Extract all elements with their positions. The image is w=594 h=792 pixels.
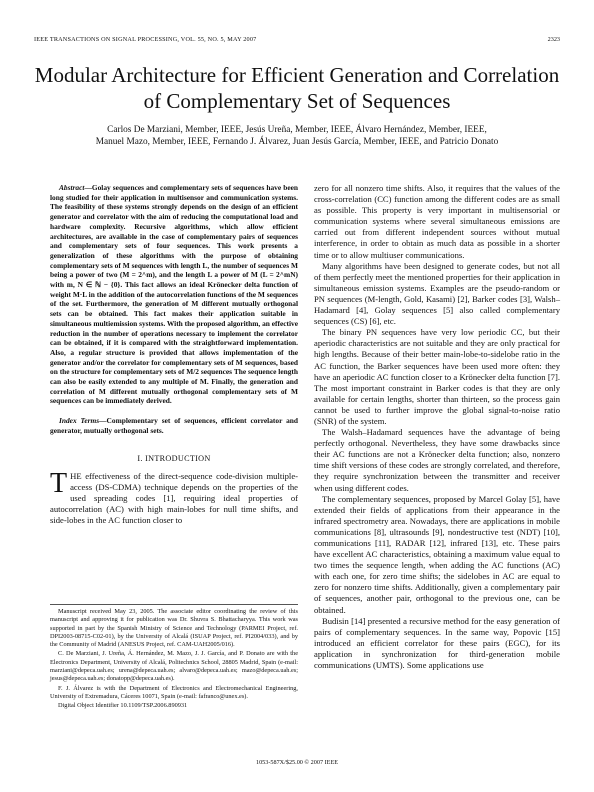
footnote-affiliation: C. De Marziani, J. Ureña, Á. Hernández, M. Mazo, J. J. García, and P. Donato are with the Electronics Department, University of Alcalá, Politechnics School, 28805 Madrid, Spain (e-mail: marziani@depeca.uah.es; urena@depeca.uah.es; alvaro@depeca.uah.es; mazo@depeca.uah.es; jesus@depeca.uah.es; donatopp@depeca.uah.es).: [50, 650, 298, 683]
footnote-affiliation-2: F. J. Álvarez is with the Department of Electronics and Electromechanical Engineering, University of Extremadura, Cáceres 10071, Spain (e-mail: fafranco@unex.es).: [50, 684, 298, 700]
author-line-1: Carlos De Marziani, Member, IEEE, Jesús Ureña, Member, IEEE, Álvaro Hernández, Member, IEEE,: [107, 125, 487, 135]
footnote-manuscript: Manuscript received May 23, 2005. The associate editor coordinating the review of this manuscript and approving it for publication was Dr. Shuvra S. Bhattacharyya. This work was supported in part by the Spanish Ministry of Science and Technology (PARMEI Project, ref. DPI2003-08715-C02-01), by the University of Alcalá (ISUAP Project, ref. PI2004/033), and by the Community of Madrid (ANESUS Project, ref. CAM-UAH2005/016).: [50, 608, 298, 649]
paper-title: Modular Architecture for Efficient Generation and Correlation of Complementary Set of Sequences: [34, 63, 560, 113]
abstract-text: —Golay sequences and complementary sets of sequences have been long studied for their application in multisensor and communication systems. The feasibility of these systems strongly depends on the design of an efficient generator and correlator with the aim of reducing the computational load and hardware complexity. Recursive algorithms, which allow efficient architectures, are available in the case of complementary pairs of sequences and complementary sets of four sequences. This work presents a generalization of these algorithms with the purpose of obtaining complementary sets of M sequences with length L, the number of sequences M being a power of two (M = 2^m), and the length L a power of M (L = 2^mN) with m, N ∈ ℕ − {0}. This fact allows an ideal Krönecker delta function of weight M·L in the addition of the autocorrelation functions of the M sequences of the set. Furthermore, the generation of M different mutually orthogonal sets can be obtained. This fact makes their application suitable in simultaneous multiemission systems. With the proposed algorithm, an effective reduction in the number of operations necessary to implement the correlator can be obtained, if it is compared with the straightforward implementation. Also, a regular structure is provided that allows implementation of the generator and/or the correlator for complementary sets of M sequences, based on the structure for complementary sets of M/2 sequences The sequence length can also be easily extended to any multiple of M. Finally, the generation and correlation of M different mutually orthogonal complementary sets of M sequences can be immediately derived.: [50, 183, 298, 406]
body-paragraph-5: The complementary sequences, proposed by Marcel Golay [5], have extended their fields of applications from their appearance in the infrared spectrometry area. Nowadays, there are applications in mobile communications [8], ultrasounds [9], nondestructive test (NDT) [10], communications [11], RADAR [12], infrared [13], etc. These pairs have excellent AC characteristics, obtaining a maximum value equal to two times the sequence length, when adding the AC functions (AC) with each one, for zero time shifts; the sidelobes in AC are equal to zero for nonzero time shifts. Additionally, given a complementary pair of sequences, another pair, orthogonal to the previous one, can be obtained.: [314, 493, 560, 615]
footnotes: [50, 604, 298, 711]
right-column: [314, 183, 560, 671]
abstract: [50, 183, 298, 406]
author-line-2: Manuel Mazo, Member, IEEE, Fernando J. Álvarez, Juan Jesús García, Member, IEEE, and Patricio Donato: [95, 137, 499, 147]
doi-identifier: Digital Object Identifier 10.1109/TSP.2006.890931: [58, 702, 188, 710]
body-paragraph-3: The binary PN sequences have very low periodic CC, but their aperiodic characteristics are not suitable and they are only practical for high lengths. Because of their better main-lobe-to-sidelobe ratio in the AC function, the Barker sequences have been used more often: they have an aperiodic AC function closer to a Krönecker delta function [7]. The most important constraint in Barker codes is that they are only available for certain lengths, shorter than thirteen, so the process gain cannot be used to further improve the global signal-to-noise ratio (SNR) of the system.: [314, 327, 560, 426]
index-terms-text: —Complementary set of sequences, efficient correlator and generator, mutually orthogonal sets.: [50, 416, 298, 435]
left-column: [50, 183, 298, 526]
body-paragraph-6: Budisin [14] presented a recursive method for the easy generation of pairs of complementary sequences. In the same way, Popovic [15] introduced an efficient correlator for these pairs (EGC), for its application in synchronization for third-generation mobile communications (UMTS). Some applications use: [314, 615, 560, 671]
abstract-lead: Abstract: [59, 183, 85, 192]
body-paragraph-2: Many algorithms have been designed to generate codes, but not all of them perfectly meet the mentioned properties for their application in simultaneous emission systems. Examples are the pseudo-random or PN sequences (M-length, Gold, Kasami) [2], Barker codes [3], Walsh–Hadamard [4], Golay sequences [5] also called complementary sequences (CS) [6], etc.: [314, 260, 560, 327]
intro-paragraph: [50, 467, 298, 526]
page-number: 2323: [547, 36, 560, 43]
copyright-code: 1053-587X/$25.00 © 2007 IEEE: [255, 759, 339, 766]
author-list: [30, 124, 564, 148]
body-paragraph-4: The Walsh–Hadamard sequences have the advantage of being perfectly orthogonal. Nevertheless, they have some drawbacks since their AC functions are not a Krönecker delta function; also, nonzero time shift versions of these codes are strongly correlated, and therefore, they require synchronization between the transmitter and receiver when using different codes.: [314, 427, 560, 493]
drop-cap: T: [50, 467, 68, 499]
index-terms-lead: Index Terms: [59, 416, 100, 426]
body-paragraph-1: zero for all nonzero time shifts. Also, it requires that the values of the cross-correlation (CC) function among the different codes are as small as possible. This property is very important in multisensorial or communication systems where several simultaneous emissions are carried out from different independent sources without mutual interference, in order to obtain as much data as possible in a shorter time or to allow multiuser communications.: [314, 183, 560, 260]
section-heading: I. INTRODUCTION: [137, 453, 211, 463]
index-terms: [50, 416, 298, 435]
running-header-journal: IEEE TRANSACTIONS ON SIGNAL PROCESSING, VOL. 55, NO. 5, MAY 2007: [34, 36, 257, 43]
intro-text: HE effectiveness of the direct-sequence code-division multiple-access (DS-CDMA) technique depends on the properties of the used spreading codes [1], requiring ideal properties of autocorrelation (AC) with high main-lobes for null time shifts, and side-lobes in the AC function closer to: [50, 470, 298, 525]
